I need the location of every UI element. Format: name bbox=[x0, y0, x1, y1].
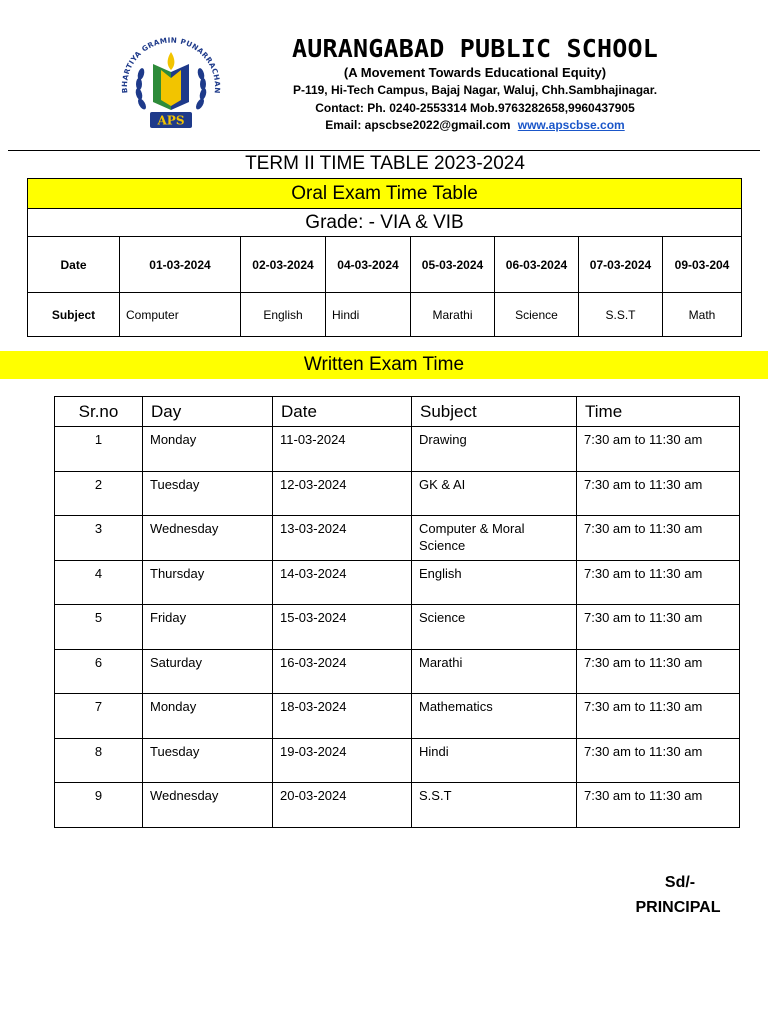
subject-cell: Science bbox=[412, 605, 577, 650]
srno-cell: 5 bbox=[55, 605, 143, 650]
time-cell: 7:30 am to 11:30 am bbox=[577, 738, 740, 783]
date-cell: 19-03-2024 bbox=[273, 738, 412, 783]
oral-subject-cell: Computer bbox=[120, 293, 241, 337]
table-row bbox=[55, 560, 740, 605]
day-cell: Tuesday bbox=[143, 471, 273, 516]
date-cell: 13-03-2024 bbox=[273, 516, 412, 561]
srno-cell: 4 bbox=[55, 560, 143, 605]
date-cell: 15-03-2024 bbox=[273, 605, 412, 650]
school-name: AURANGABAD PUBLIC SCHOOL bbox=[291, 34, 659, 63]
srno-cell: 3 bbox=[55, 516, 143, 561]
header-day: Day bbox=[143, 397, 273, 427]
table-row bbox=[55, 605, 740, 650]
table-row bbox=[55, 649, 740, 694]
srno-cell: 7 bbox=[55, 694, 143, 739]
oral-subject-cell: English bbox=[241, 293, 326, 337]
oral-date-cell: 05-03-2024 bbox=[411, 237, 495, 293]
oral-date-row bbox=[28, 237, 742, 293]
day-cell: Wednesday bbox=[143, 783, 273, 828]
subject-cell: S.S.T bbox=[412, 783, 577, 828]
subject-cell: English bbox=[412, 560, 577, 605]
school-contact: Contact: Ph. 0240-2553314 Mob.9763282658,9960437905 bbox=[315, 101, 635, 115]
written-exam-table bbox=[54, 396, 740, 828]
date-cell: 11-03-2024 bbox=[273, 427, 412, 472]
oral-subject-cell: Math bbox=[663, 293, 742, 337]
subject-cell: Marathi bbox=[412, 649, 577, 694]
time-cell: 7:30 am to 11:30 am bbox=[577, 471, 740, 516]
srno-cell: 6 bbox=[55, 649, 143, 694]
date-cell: 16-03-2024 bbox=[273, 649, 412, 694]
header-subject: Subject bbox=[412, 397, 577, 427]
oral-date-cell: 01-03-2024 bbox=[120, 237, 241, 293]
school-motto: (A Movement Towards Educational Equity) bbox=[343, 65, 607, 80]
written-exam-title: Written Exam Time bbox=[0, 351, 768, 379]
time-cell: 7:30 am to 11:30 am bbox=[577, 516, 740, 561]
srno-cell: 1 bbox=[55, 427, 143, 472]
subject-cell: Mathematics bbox=[412, 694, 577, 739]
date-cell: 14-03-2024 bbox=[273, 560, 412, 605]
oral-date-cell: 04-03-2024 bbox=[326, 237, 411, 293]
time-cell: 7:30 am to 11:30 am bbox=[577, 649, 740, 694]
signature-role: PRINCIPAL bbox=[635, 899, 721, 916]
date-cell: 18-03-2024 bbox=[273, 694, 412, 739]
email-line bbox=[270, 118, 680, 132]
oral-subject-cell: Hindi bbox=[326, 293, 411, 337]
header-time: Time bbox=[577, 397, 740, 427]
oral-date-cell: 06-03-2024 bbox=[495, 237, 579, 293]
srno-cell: 9 bbox=[55, 783, 143, 828]
oral-date-cell: 09-03-204 bbox=[663, 237, 742, 293]
time-cell: 7:30 am to 11:30 am bbox=[577, 694, 740, 739]
oral-date-cell: 07-03-2024 bbox=[579, 237, 663, 293]
oral-date-label: Date bbox=[28, 237, 120, 293]
logo-ring-text: BHARTIYA GRAMIN PUNARRACHAN bbox=[119, 35, 223, 95]
day-cell: Monday bbox=[143, 427, 273, 472]
table-row bbox=[55, 427, 740, 472]
header-divider bbox=[8, 150, 760, 151]
day-cell: Thursday bbox=[143, 560, 273, 605]
time-cell: 7:30 am to 11:30 am bbox=[577, 605, 740, 650]
subject-cell: GK & AI bbox=[412, 471, 577, 516]
day-cell: Saturday bbox=[143, 649, 273, 694]
oral-subject-label: Subject bbox=[28, 293, 120, 337]
day-cell: Tuesday bbox=[143, 738, 273, 783]
table-row bbox=[55, 516, 740, 561]
logo-text: APS bbox=[157, 113, 185, 128]
day-cell: Wednesday bbox=[143, 516, 273, 561]
date-cell: 12-03-2024 bbox=[273, 471, 412, 516]
subject-cell: Hindi bbox=[412, 738, 577, 783]
school-logo bbox=[112, 30, 230, 136]
email-text: Email: apscbse2022@gmail.com bbox=[325, 118, 511, 132]
oral-subject-cell: Marathi bbox=[411, 293, 495, 337]
date-cell: 20-03-2024 bbox=[273, 783, 412, 828]
table-row bbox=[55, 471, 740, 516]
header-date: Date bbox=[273, 397, 412, 427]
signature-sd: Sd/- bbox=[664, 874, 696, 891]
time-cell: 7:30 am to 11:30 am bbox=[577, 783, 740, 828]
time-cell: 7:30 am to 11:30 am bbox=[577, 560, 740, 605]
oral-exam-table bbox=[27, 178, 742, 337]
subject-cell: Computer & Moral Science bbox=[412, 516, 577, 561]
oral-grade: Grade: - VIA & VIB bbox=[28, 209, 742, 237]
school-address: P-119, Hi-Tech Campus, Bajaj Nagar, Waluj, Chh.Sambhajinagar. bbox=[292, 83, 658, 97]
srno-cell: 2 bbox=[55, 471, 143, 516]
time-cell: 7:30 am to 11:30 am bbox=[577, 427, 740, 472]
day-cell: Monday bbox=[143, 694, 273, 739]
written-header-row bbox=[55, 397, 740, 427]
table-row bbox=[55, 783, 740, 828]
table-row bbox=[55, 694, 740, 739]
header-srno: Sr.no bbox=[55, 397, 143, 427]
term-title: TERM II TIME TABLE 2023-2024 bbox=[245, 153, 525, 174]
oral-exam-title: Oral Exam Time Table bbox=[28, 179, 742, 209]
oral-date-cell: 02-03-2024 bbox=[241, 237, 326, 293]
website-link[interactable]: www.apscbse.com bbox=[517, 118, 625, 132]
table-row bbox=[55, 738, 740, 783]
oral-subject-cell: S.S.T bbox=[579, 293, 663, 337]
subject-cell: Drawing bbox=[412, 427, 577, 472]
oral-subject-cell: Science bbox=[495, 293, 579, 337]
school-emblem-icon bbox=[112, 30, 230, 136]
day-cell: Friday bbox=[143, 605, 273, 650]
srno-cell: 8 bbox=[55, 738, 143, 783]
oral-subject-row bbox=[28, 293, 742, 337]
